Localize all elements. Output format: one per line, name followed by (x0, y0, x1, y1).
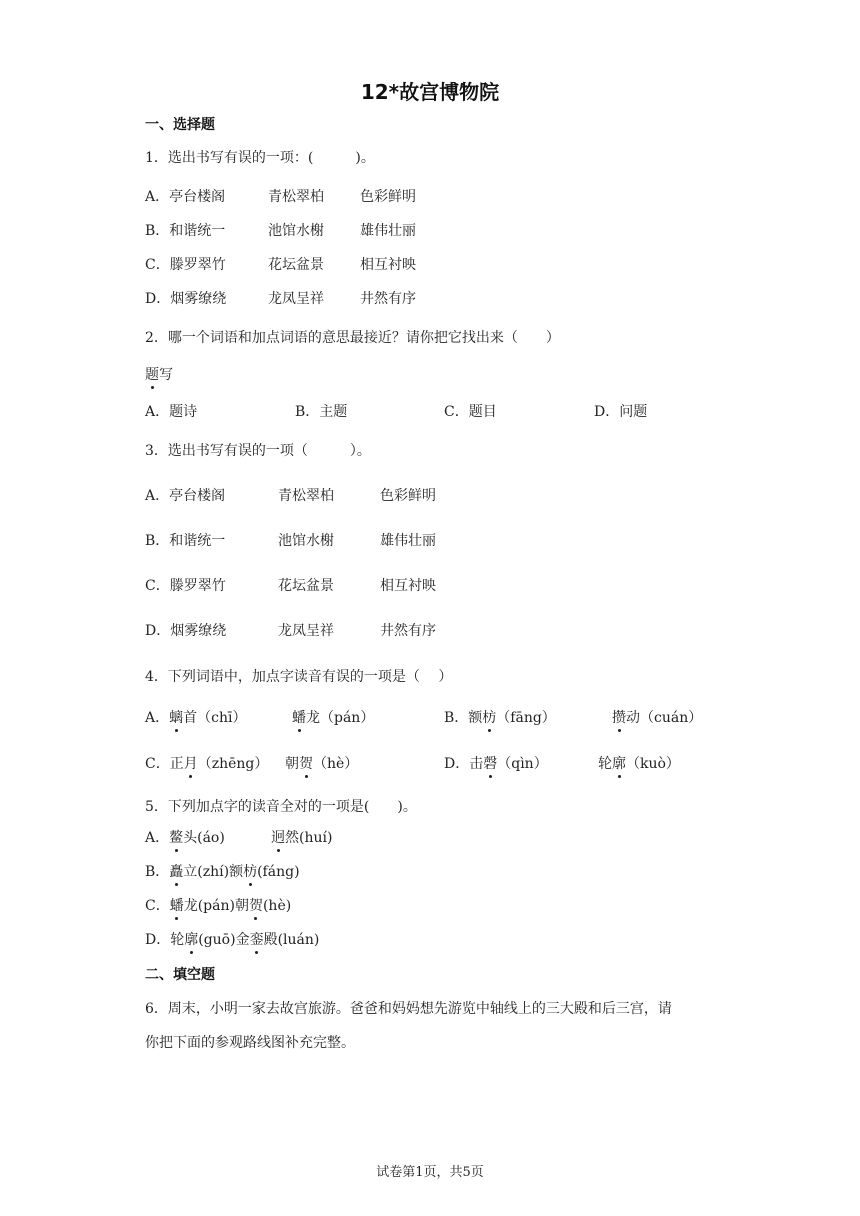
q4-option-a (145, 707, 246, 727)
q4-option-d (444, 753, 548, 773)
q4-option-c-word-2-wrap (285, 753, 358, 773)
q5-option-a-word-2-wrap (271, 827, 332, 847)
q1-option-c: C．滕罗翠竹 (145, 257, 226, 273)
q3-option-c-word-3: 相互衬映 (380, 578, 436, 594)
q5-option-c-word-2: (hè) (262, 898, 292, 914)
emphasis-dot-char: 螭 (169, 707, 183, 727)
question-6-line-1: 6．周末，小明一家去故宫旅游。爸爸和妈妈想先游览中轴线上的三大殿和后三宫，请 (145, 1001, 672, 1017)
q4-option-c-word-1: （zhēng） (197, 756, 269, 772)
q4-option-d-word-2: （kuò） (626, 756, 680, 772)
emphasis-dot-char: 銮 (250, 929, 264, 949)
emphasis-dot-char: 鳌 (169, 827, 183, 847)
q3-option-b-word-2: 池馆水榭 (278, 533, 334, 549)
emphasis-dot-char: 蟠 (292, 707, 306, 727)
q5-option-a-word-2: 然(huí) (285, 830, 333, 846)
emphasis-dot-char: 磬 (483, 753, 497, 773)
q3-option-a-word-2: 青松翠柏 (278, 488, 334, 504)
question-1-stem: 1．选出书写有误的一项：( )。 (145, 150, 375, 166)
q4-option-c-word-2-pre: 朝 (285, 756, 299, 772)
q5-option-c (145, 895, 291, 915)
q4-option-d-word-1: （qìn） (497, 756, 548, 772)
q3-option-a: A．亭台楼阁 (145, 488, 226, 504)
q1-option-b: B．和谐统一 (145, 223, 226, 239)
q4-option-c (145, 753, 268, 773)
q4-option-d-word-2-pre: 轮 (598, 756, 612, 772)
q4-option-c-word-2: （hè） (313, 756, 359, 772)
emphasis-dot-char: 贺 (299, 753, 313, 773)
q4-option-b-word-1: （fāng） (496, 710, 556, 726)
page-footer: 试卷第1页，共5页 (376, 1165, 484, 1180)
q1-option-a-word-3: 色彩鲜明 (360, 189, 416, 205)
q5-option-c-word-1: 龙(pán)朝 (183, 898, 249, 914)
q5-option-b-label: B． (145, 864, 170, 880)
page-title: 12*故宫博物院 (360, 80, 500, 104)
q1-option-d-word-3: 井然有序 (360, 291, 416, 307)
q2-option-b: B．主题 (295, 404, 348, 420)
emphasis-dot-char: 蟠 (170, 895, 184, 915)
question-2-stem: 2．哪一个词语和加点词语的意思最接近？请你把它找出来（ ） (145, 330, 560, 346)
q1-option-a-word-2: 青松翠柏 (268, 189, 324, 205)
q4-option-a-label: A． (145, 710, 170, 726)
q1-option-c-word-2: 花坛盆景 (268, 257, 324, 273)
q4-option-d-label: D．击 (444, 756, 484, 772)
question-3-stem: 3．选出书写有误的一项（ ）。 (145, 443, 371, 459)
q5-option-d-label: D．轮 (145, 932, 185, 948)
q4-option-d-word-2-wrap (598, 753, 680, 773)
q3-option-d-word-3: 井然有序 (380, 623, 436, 639)
q3-option-b-word-3: 雄伟壮丽 (380, 533, 436, 549)
emphasis-dot-char: 枋 (243, 861, 257, 881)
q1-option-b-word-3: 雄伟壮丽 (360, 223, 416, 239)
q2-target-word-rest: 写 (159, 367, 173, 383)
q4-option-b-label: B．额 (444, 710, 483, 726)
q4-option-b-word-2: 动（cuán） (626, 710, 703, 726)
section-heading-fill-in: 二、填空题 (145, 967, 215, 983)
section-heading-choice: 一、选择题 (145, 117, 215, 133)
q1-option-d: D．烟雾缭绕 (145, 291, 227, 307)
q3-option-c-word-2: 花坛盆景 (278, 578, 334, 594)
q2-option-a: A．题诗 (145, 404, 198, 420)
q4-option-b (444, 707, 556, 727)
q1-option-c-word-3: 相互衬映 (360, 257, 416, 273)
emphasis-dot-char: 贺 (249, 895, 263, 915)
q4-option-a-word-1: 首（chī） (183, 710, 247, 726)
q5-option-d (145, 929, 319, 949)
q5-option-a-word-1: 头(áo) (183, 830, 225, 846)
q5-option-d-word-2: 殿(luán) (263, 932, 320, 948)
question-6-line-2: 你把下面的参观路线图补充完整。 (145, 1035, 355, 1051)
emphasis-dot-char: 廓 (612, 753, 626, 773)
emphasis-dot-char: 廓 (184, 929, 198, 949)
q4-option-a-word-2: 龙（pán） (306, 710, 375, 726)
q3-option-a-word-3: 色彩鲜明 (380, 488, 436, 504)
q3-option-c: C．滕罗翠竹 (145, 578, 226, 594)
q5-option-b-word-2: (fáng) (257, 864, 300, 880)
q5-option-b (145, 861, 300, 881)
q5-option-c-label: C． (145, 898, 170, 914)
q3-option-b: B．和谐统一 (145, 533, 226, 549)
q4-option-c-label: C．正 (145, 756, 184, 772)
emphasis-dot-char: 迥 (271, 827, 285, 847)
emphasis-dot-char: 攒 (612, 707, 626, 727)
q4-option-a-word-2-wrap (292, 707, 374, 727)
q5-option-d-word-1: (guō)金 (198, 932, 250, 948)
q5-option-a-label: A． (145, 830, 170, 846)
question-4-stem: 4．下列词语中，加点字读音有误的一项是（ ） (145, 669, 453, 685)
q5-option-b-word-1: 立(zhí)额 (183, 864, 244, 880)
q5-option-a (145, 827, 225, 847)
q1-option-a: A．亭台楼阁 (145, 189, 226, 205)
q1-option-b-word-2: 池馆水榭 (268, 223, 324, 239)
q2-option-d: D．问题 (594, 404, 648, 420)
q4-option-b-word-2-wrap (612, 707, 702, 727)
q2-option-c: C．题目 (444, 404, 497, 420)
question-5-stem: 5．下列加点字的读音全对的一项是( )。 (145, 799, 417, 815)
q3-option-d-word-2: 龙凤呈祥 (278, 623, 334, 639)
emphasis-dot-char: 矗 (169, 861, 183, 881)
q3-option-d: D．烟雾缭绕 (145, 623, 227, 639)
emphasis-dot-char: 枋 (482, 707, 496, 727)
emphasis-dot-char: 题 (145, 364, 159, 384)
q1-option-d-word-2: 龙凤呈祥 (268, 291, 324, 307)
q2-target-word (145, 364, 173, 384)
emphasis-dot-char: 月 (184, 753, 198, 773)
